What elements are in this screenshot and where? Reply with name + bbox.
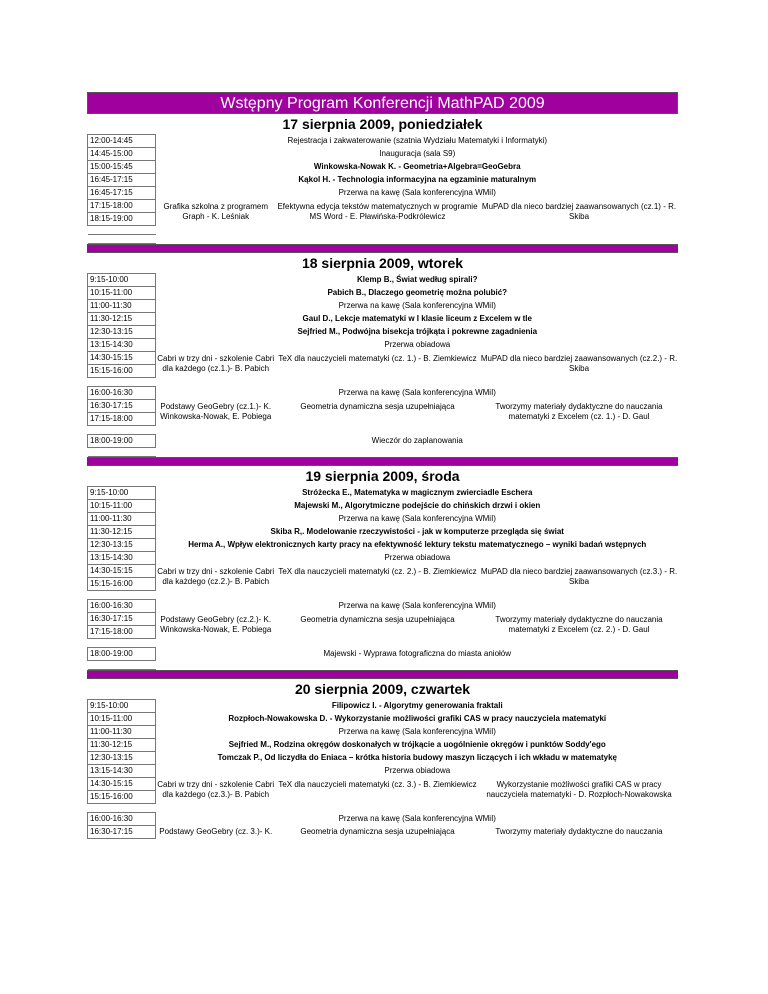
workshop-cell: Cabri w trzy dni - szkolenie Cabri dla każdego (cz.3.)- B. Pabich xyxy=(157,779,275,799)
table-row xyxy=(88,778,679,791)
table-row xyxy=(88,739,679,752)
program-title: Wstępny Program Konferencji MathPAD 2009 xyxy=(87,92,678,114)
workshop-cell: TeX dla nauczycieli matematyki (cz. 1.) - B. Ziemkiewicz xyxy=(278,353,477,363)
time-cell: 9:15-10:00 xyxy=(88,274,156,287)
table-row xyxy=(88,765,679,778)
time-cell: 12:30-13:15 xyxy=(88,326,156,339)
table-row xyxy=(88,565,679,578)
session-cell: Przerwa na kawę (Sala konferencyjna WMiI) xyxy=(338,388,496,397)
day-separator xyxy=(87,457,678,466)
session-cell: Stróżecka E., Matematyka w magicznym zwierciadle Eschera xyxy=(302,488,533,497)
time-cell: 16:45-17:15 xyxy=(88,187,156,200)
table-row xyxy=(88,726,679,739)
time-cell: 18:00-19:00 xyxy=(88,435,156,448)
session-cell: Rejestracja i zakwaterowanie (szatnia Wydziału Matematyki i Informatyki) xyxy=(287,136,548,145)
time-cell: 14:30-15:15 xyxy=(88,565,156,578)
time-cell: 16:00-16:30 xyxy=(88,387,156,400)
table-row xyxy=(88,187,679,200)
table-row xyxy=(88,539,679,552)
time-cell: 11:30-12:15 xyxy=(88,739,156,752)
session-cell: Wieczór do zaplanowania xyxy=(371,436,463,445)
workshop-cell: TeX dla nauczycieli matematyki (cz. 2.) - B. Ziemkiewicz xyxy=(278,566,477,576)
day-heading: 20 sierpnia 2009, czwartek xyxy=(294,681,471,697)
spacer-row xyxy=(88,591,679,600)
time-cell: 17:15-18:00 xyxy=(88,626,156,639)
table-row xyxy=(88,713,679,726)
table-row xyxy=(88,387,679,400)
session-cell: Przerwa na kawę (Sala konferencyjna WMiI) xyxy=(338,814,496,823)
workshop-cell: Podstawy GeoGebry (cz.1.)- K. Winkowska-Nowak, E. Pobiega xyxy=(160,401,272,421)
time-cell: 17:15-18:00 xyxy=(88,413,156,426)
workshop-cell: MuPAD dla nieco bardziej zaawansowanych (cz.2.) - R. Skiba xyxy=(480,353,678,373)
time-cell: 14:30-15:15 xyxy=(88,778,156,791)
table-row xyxy=(88,826,679,839)
workshop-cell: Wykorzystanie możliwości grafiki CAS w pracy nauczyciela matematyki - D. Rozpłoch-Nowakowska xyxy=(486,779,672,799)
workshop-cell: Tworzymy materiały dydaktyczne do nauczania xyxy=(495,827,663,836)
session-cell: Tomczak P., Od liczydła do Eniaca – krótka historia budowy maszyn liczących i ich wkładu w matematykę xyxy=(217,753,617,762)
table-row xyxy=(88,613,679,626)
table-row xyxy=(88,326,679,339)
workshop-cell: Podstawy GeoGebry (cz. 3.)- K. xyxy=(159,827,273,836)
time-cell: 13:15-14:30 xyxy=(88,765,156,778)
spacer-row xyxy=(88,226,679,235)
workshop-cell: Geometria dynamiczna sesja uzupełniająca xyxy=(300,614,455,624)
day-4 xyxy=(87,679,678,839)
table-row xyxy=(88,200,679,213)
day-2 xyxy=(87,253,678,457)
table-row xyxy=(88,339,679,352)
table-row xyxy=(88,435,679,448)
workshop-cell: MuPAD dla nieco bardziej zaawansowanych (cz.3.) - R. Skiba xyxy=(480,566,678,586)
session-cell: Klemp B., Świat według spirali? xyxy=(357,275,478,284)
workshop-cell: Cabri w trzy dni - szkolenie Cabri dla każdego (cz.2.)- B. Pabich xyxy=(157,566,275,586)
workshop-cell: Podstawy GeoGebry (cz.2.)- K. Winkowska-Nowak, E. Pobiega xyxy=(160,614,272,634)
session-cell: Majewski M., Algorytmiczne podejście do chińskich drzwi i okien xyxy=(294,501,541,510)
session-cell: Sejfried M., Rodzina okręgów doskonałych w trójkącie a uogólnienie okręgów i punktów Soddy'ego xyxy=(228,740,606,749)
time-cell: 9:15-10:00 xyxy=(88,700,156,713)
workshop-cell: TeX dla nauczycieli matematyki (cz. 3.) - B. Ziemkiewicz xyxy=(278,779,477,789)
time-cell: 14:30-15:15 xyxy=(88,352,156,365)
workshop-cell: Grafika szkolna z programem Graph - K. Leśniak xyxy=(163,201,268,221)
table-row xyxy=(88,700,679,713)
table-row xyxy=(88,752,679,765)
time-cell: 16:00-16:30 xyxy=(88,600,156,613)
time-cell: 16:00-16:30 xyxy=(88,813,156,826)
table-row xyxy=(88,274,679,287)
time-cell: 10:15-11:00 xyxy=(88,287,156,300)
session-cell: Kąkol H. - Technologia informacyjna na egzaminie maturalnym xyxy=(298,175,537,184)
session-cell: Skiba R,. Modelowanie rzeczywistości - jak w komputerze przegląda się świat xyxy=(270,527,564,536)
time-cell: 15:15-16:00 xyxy=(88,578,156,591)
day-heading: 18 sierpnia 2009, wtorek xyxy=(301,255,464,271)
day-4-table xyxy=(87,699,679,839)
time-cell: 11:00-11:30 xyxy=(88,726,156,739)
table-row xyxy=(88,552,679,565)
spacer-row xyxy=(88,639,679,648)
spacer-row xyxy=(88,448,679,457)
session-cell: Przerwa na kawę (Sala konferencyjna WMiI) xyxy=(338,514,496,523)
table-row xyxy=(88,400,679,413)
time-cell: 12:00-14:45 xyxy=(88,135,156,148)
day-heading: 19 sierpnia 2009, środa xyxy=(305,468,460,484)
time-cell: 18:00-19:00 xyxy=(88,648,156,661)
day-2-table xyxy=(87,273,679,457)
day-separator xyxy=(87,244,678,253)
table-row xyxy=(88,600,679,613)
table-row xyxy=(88,526,679,539)
time-cell: 15:15-16:00 xyxy=(88,365,156,378)
day-3 xyxy=(87,466,678,670)
table-row xyxy=(88,513,679,526)
session-cell: Przerwa na kawę (Sala konferencyjna WMiI) xyxy=(338,727,496,736)
workshop-cell: MuPAD dla nieco bardziej zaawansowanych (cz.1) - R. Skiba xyxy=(481,201,677,221)
workshop-cell: Geometria dynamiczna sesja uzupełniająca xyxy=(300,827,455,836)
workshop-cell: Tworzymy materiały dydaktyczne do nauczania matematyki z Excelem (cz. 1.) - D. Gaul xyxy=(495,401,663,421)
table-row xyxy=(88,648,679,661)
session-cell: Winkowska-Nowak K. - Geometria+Algebra=GeoGebra xyxy=(313,162,521,171)
session-cell: Inauguracja (sala S9) xyxy=(379,149,456,158)
session-cell: Przerwa na kawę (Sala konferencyjna WMiI) xyxy=(338,301,496,310)
day-1-table xyxy=(87,134,679,244)
time-cell: 11:00-11:30 xyxy=(88,513,156,526)
time-cell: 16:30-17:15 xyxy=(88,826,156,839)
session-cell: Przerwa obiadowa xyxy=(384,766,451,775)
table-row xyxy=(88,813,679,826)
program-sheet xyxy=(87,92,678,839)
day-heading: 17 sierpnia 2009, poniedziałek xyxy=(282,116,483,132)
time-cell: 10:15-11:00 xyxy=(88,500,156,513)
time-cell: 11:30-12:15 xyxy=(88,313,156,326)
session-cell: Filipowicz I. - Algorytmy generowania fraktali xyxy=(331,701,503,710)
session-cell: Pabich B., Dlaczego geometrię można polubić? xyxy=(327,288,508,297)
time-cell: 15:15-16:00 xyxy=(88,791,156,804)
session-cell: Sejfried M., Podwójna bisekcja trójkąta i pokrewne zagadnienia xyxy=(297,327,538,336)
time-cell: 13:15-14:30 xyxy=(88,339,156,352)
table-row xyxy=(88,174,679,187)
time-cell: 10:15-11:00 xyxy=(88,713,156,726)
spacer-row xyxy=(88,378,679,387)
table-row xyxy=(88,300,679,313)
table-row xyxy=(88,287,679,300)
workshop-cell: Geometria dynamiczna sesja uzupełniająca xyxy=(300,401,455,411)
day-3-table xyxy=(87,486,679,670)
session-cell: Majewski - Wyprawa fotograficzna do miasta aniołów xyxy=(323,649,512,658)
spacer-row xyxy=(88,804,679,813)
day-separator xyxy=(87,670,678,679)
time-cell: 15:00-15:45 xyxy=(88,161,156,174)
table-row xyxy=(88,313,679,326)
session-cell: Herma A., Wpływ elektronicznych karty pracy na efektywność lektury tekstu matematycznego – wyniki badań wstępnych xyxy=(188,540,647,549)
workshop-cell: Efektywna edycja tekstów matematycznych w programie MS Word - E. Pławińska-Podkrólewicz xyxy=(277,201,478,221)
session-cell: Przerwa obiadowa xyxy=(384,340,451,349)
time-cell: 12:30-13:15 xyxy=(88,752,156,765)
time-cell: 16:30-17:15 xyxy=(88,613,156,626)
time-cell: 11:00-11:30 xyxy=(88,300,156,313)
time-cell: 17:15-18:00 xyxy=(88,200,156,213)
time-cell: 12:30-13:15 xyxy=(88,539,156,552)
table-row xyxy=(88,148,679,161)
session-cell: Przerwa obiadowa xyxy=(384,553,451,562)
table-row xyxy=(88,161,679,174)
table-row xyxy=(88,487,679,500)
workshop-cell: Cabri w trzy dni - szkolenie Cabri dla każdego (cz.1.)- B. Pabich xyxy=(157,353,275,373)
spacer-row xyxy=(88,426,679,435)
table-row xyxy=(88,500,679,513)
session-cell: Przerwa na kawę (Sala konferencyjna WMiI) xyxy=(338,601,496,610)
time-cell: 9:15-10:00 xyxy=(88,487,156,500)
session-cell: Przerwa na kawę (Sala konferencyjna WMiI) xyxy=(338,188,496,197)
session-cell: Gaul D., Lekcje matematyki w I klasie liceum z Excelem w tle xyxy=(302,314,532,323)
spacer-row xyxy=(88,235,679,244)
day-1 xyxy=(87,114,678,244)
workshop-cell: Tworzymy materiały dydaktyczne do nauczania matematyki z Excelem (cz. 2.) - D. Gaul xyxy=(495,614,663,634)
time-cell: 14:45-15:00 xyxy=(88,148,156,161)
spacer-row xyxy=(88,661,679,670)
time-cell: 16:30-17:15 xyxy=(88,400,156,413)
time-cell: 16:45-17:15 xyxy=(88,174,156,187)
session-cell: Rozpłoch-Nowakowska D. - Wykorzystanie możliwości grafiki CAS w pracy nauczyciela matematyki xyxy=(228,714,607,723)
time-cell: 11:30-12:15 xyxy=(88,526,156,539)
table-row xyxy=(88,135,679,148)
table-row xyxy=(88,352,679,365)
time-cell: 13:15-14:30 xyxy=(88,552,156,565)
time-cell: 18:15-19:00 xyxy=(88,213,156,226)
